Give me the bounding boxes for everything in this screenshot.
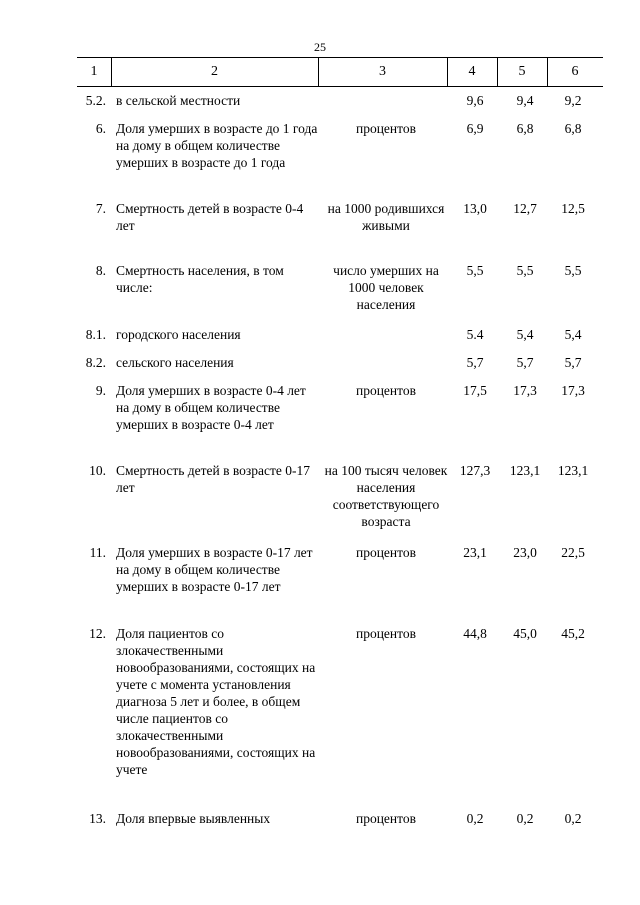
row-number: 9. [95, 383, 106, 398]
row-number: 7. [95, 201, 106, 216]
row-value-col4: 0,2 [466, 811, 484, 826]
row-number: 8.2. [85, 355, 106, 370]
header-col-3: 3 [379, 64, 386, 79]
row-value-col6: 12,5 [561, 201, 585, 216]
row-unit: процентов [355, 121, 416, 136]
row-value-col5: 9,4 [516, 93, 534, 108]
row-value-col5: 5,5 [516, 263, 534, 278]
row-value-col5: 5,4 [516, 327, 534, 342]
row-number: 13. [89, 811, 106, 826]
row-number: 5.2. [85, 93, 106, 108]
row-unit: на 1000 родившихся живыми [327, 201, 445, 233]
row-value-col4: 44,8 [463, 626, 487, 641]
row-number: 8. [95, 263, 106, 278]
table-header [77, 57, 603, 87]
row-value-col6: 5,4 [564, 327, 582, 342]
row-indicator: Доля умерших в возрасте 0-17 лет на дому в общем количестве умерших в возрасте 0-17 лет [116, 545, 313, 594]
row-unit: процентов [355, 545, 416, 560]
row-indicator: Доля впервые выявленных [116, 811, 271, 826]
header-col-4: 4 [468, 64, 476, 79]
row-value-col6: 5,7 [564, 355, 582, 370]
row-value-col4: 13,0 [463, 201, 487, 216]
row-value-col5: 0,2 [516, 811, 534, 826]
header-col-2: 2 [211, 64, 218, 79]
row-value-col6: 45,2 [561, 626, 585, 641]
row-value-col4: 23,1 [463, 545, 487, 560]
row-number: 8.1. [85, 327, 106, 342]
row-indicator: Доля умерших в возрасте до 1 года на дому в общем количестве умерших в возрасте до 1 года [116, 121, 318, 170]
row-indicator: городского населения [116, 327, 241, 342]
header-col-6: 6 [571, 64, 579, 79]
page-number: 25 [314, 40, 326, 54]
row-value-col5: 23,0 [513, 545, 537, 560]
row-indicator: Смертность детей в возрасте 0-4 лет [116, 201, 304, 233]
row-value-col4: 127,3 [459, 463, 491, 478]
row-value-col5: 6,8 [516, 121, 534, 136]
row-number: 6. [95, 121, 106, 136]
row-value-col6: 5,5 [564, 263, 582, 278]
row-value-col4: 6,9 [466, 121, 484, 136]
row-unit: процентов [355, 626, 416, 641]
row-value-col6: 17,3 [561, 383, 585, 398]
row-indicator: Доля умерших в возрасте 0-4 лет на дому в общем количестве умерших в возрасте 0-4 лет [116, 383, 306, 432]
row-number: 12. [89, 626, 106, 641]
row-indicator: Смертность детей в возрасте 0-17 лет [116, 463, 310, 495]
row-indicator: Доля пациентов со злокачественными новообразованиями, состоящих на учете с момента установления диагноза 5 лет и более, в общем числе пациентов со злокачественными новообразованиями, состоящих на учете [116, 626, 316, 777]
row-indicator: Смертность населения, в том числе: [116, 263, 284, 295]
row-value-col4: 5,5 [466, 263, 484, 278]
row-value-col5: 45,0 [513, 626, 537, 641]
row-indicator: в сельской местности [116, 93, 241, 108]
row-value-col5: 12,7 [513, 201, 537, 216]
row-value-col5: 123,1 [509, 463, 541, 478]
header-col-5: 5 [518, 64, 526, 79]
row-value-col6: 9,2 [564, 93, 582, 108]
row-value-col6: 22,5 [561, 545, 585, 560]
row-unit: процентов [355, 811, 416, 826]
row-value-col4: 5,7 [466, 355, 484, 370]
row-value-col6: 6,8 [564, 121, 582, 136]
row-number: 11. [89, 545, 106, 560]
row-unit: на 100 тысяч человек населения соответствующего возраста [324, 463, 448, 529]
row-value-col5: 5,7 [516, 355, 534, 370]
row-unit: процентов [355, 383, 416, 398]
header-col-1: 1 [90, 64, 98, 79]
row-number: 10. [89, 463, 106, 478]
row-indicator: сельского населения [116, 355, 234, 370]
row-unit: число умерших на 1000 человек населения [333, 263, 439, 312]
row-value-col4: 9,6 [466, 93, 484, 108]
row-value-col5: 17,3 [513, 383, 537, 398]
row-value-col4: 5.4 [466, 327, 484, 342]
row-value-col4: 17,5 [463, 383, 487, 398]
row-value-col6: 0,2 [564, 811, 582, 826]
row-value-col6: 123,1 [557, 463, 589, 478]
